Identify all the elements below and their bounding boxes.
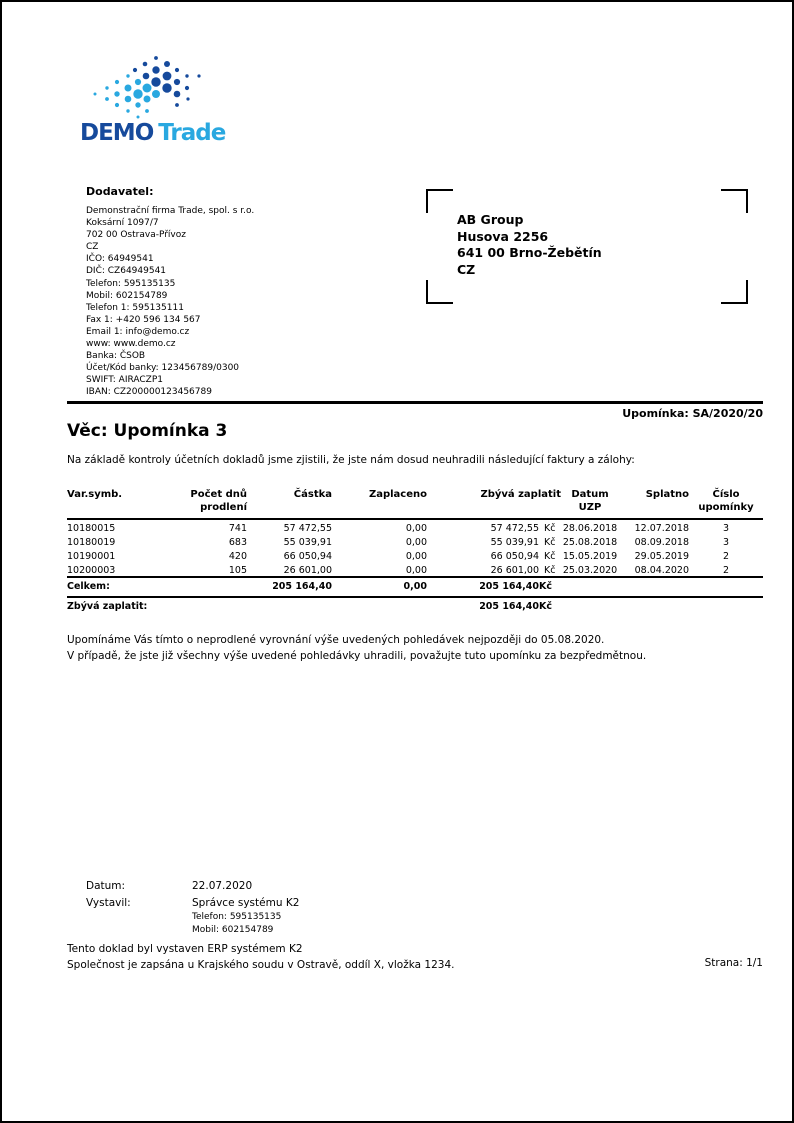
- corner-mark-bottom-left: [426, 280, 453, 304]
- document-subject: Věc: Upomínka 3: [67, 421, 228, 441]
- cell-paid: 0,00: [405, 551, 427, 562]
- cell-var-symb: 10200003: [67, 565, 116, 576]
- cell-currency: Kč: [544, 523, 556, 534]
- cell-currency: Kč: [544, 551, 556, 562]
- col-reminder-number: Číslo upomínky: [689, 488, 763, 519]
- notice-line-1: Upomínáme Vás tímto o neprodlené vyrovnání výše uvedených pohledávek nejpozději do 05.08.2020.: [67, 634, 605, 646]
- cell-days: 683: [228, 537, 247, 548]
- total-currency: Kč: [539, 577, 561, 597]
- logo-brand-secondary: Trade: [158, 120, 226, 146]
- corner-mark-top-right: [721, 189, 748, 213]
- remaining-currency: Kč: [539, 597, 561, 614]
- issuer-value: Správce systému K2: [192, 897, 300, 909]
- supplier-city: 702 00 Ostrava-Přívoz: [86, 230, 186, 241]
- col-remaining: Zbývá zaplatit: [427, 488, 561, 519]
- header-divider: [67, 401, 763, 404]
- reminders-table: [67, 488, 763, 614]
- cell-remaining: 55 039,91: [490, 537, 539, 548]
- notice-line-2: V případě, že jste již všechny výše uvedené pohledávky uhradili, považujte tuto upomínku za bezpředmětnou.: [67, 649, 647, 662]
- recipient-city: 641 00 Brno-Žebětín: [457, 245, 602, 260]
- cell-date-uzp: 25.03.2020: [562, 565, 618, 576]
- supplier-heading: Dodavatel:: [86, 185, 154, 198]
- cell-remaining: 57 472,55: [490, 523, 539, 534]
- cell-reminder-no: 3: [722, 537, 730, 548]
- cell-var-symb: 10180019: [67, 537, 116, 548]
- logo-dots-icon: [87, 52, 212, 124]
- table-row: [67, 548, 763, 562]
- recipient-block: [457, 212, 602, 278]
- cell-remaining: 66 050,94: [490, 551, 539, 562]
- cell-amount: 26 601,00: [283, 565, 332, 576]
- company-logo: [80, 120, 225, 146]
- col-days-overdue: Počet dnů prodlení: [167, 488, 247, 519]
- supplier-email: Email 1: info@demo.cz: [86, 326, 190, 337]
- supplier-phone-1: Telefon 1: 595135111: [86, 302, 184, 313]
- total-label: Celkem:: [67, 577, 247, 597]
- cell-due: 08.09.2018: [634, 537, 690, 548]
- cell-amount: 55 039,91: [283, 537, 332, 548]
- document-reference: Upomínka: SA/2020/20: [622, 407, 763, 420]
- issuer-phone: Telefon: 595135135: [192, 912, 282, 922]
- supplier-bank: Banka: ČSOB: [86, 351, 146, 362]
- supplier-country: CZ: [86, 242, 99, 253]
- issuer-mobile: Mobil: 602154789: [192, 924, 274, 935]
- supplier-iban: IBAN: CZ200000123456789: [86, 387, 212, 398]
- col-paid: Zaplaceno: [332, 488, 427, 519]
- table-row: [67, 562, 763, 577]
- total-row: [67, 577, 763, 597]
- table-row: [67, 534, 763, 548]
- supplier-company-name: Demonstrační firma Trade, spol. s r.o.: [86, 206, 255, 216]
- cell-var-symb: 10190001: [67, 551, 116, 562]
- col-var-symb: Var.symb.: [67, 488, 167, 519]
- total-amount: 205 164,40: [247, 577, 332, 597]
- table-row: [67, 519, 763, 534]
- cell-due: 08.04.2020: [634, 565, 690, 576]
- logo-brand-primary: DEMO: [80, 120, 154, 146]
- col-amount: Částka: [247, 488, 332, 519]
- cell-remaining: 26 601,00: [490, 565, 539, 576]
- supplier-account: Účet/Kód banky: 123456789/0300: [86, 363, 240, 374]
- supplier-dic: DIČ: CZ64949541: [86, 266, 167, 277]
- cell-currency: Kč: [544, 565, 556, 576]
- total-paid: 0,00: [332, 577, 427, 597]
- notice-paragraph: [67, 633, 777, 664]
- recipient-street: Husova 2256: [457, 228, 549, 244]
- cell-due: 29.05.2019: [634, 551, 690, 562]
- supplier-street: Koksární 1097/7: [86, 218, 159, 229]
- remaining-value: 205 164,40: [427, 597, 539, 614]
- supplier-www: www: www.demo.cz: [86, 339, 176, 350]
- recipient-name: AB Group: [457, 212, 524, 227]
- total-remaining: 205 164,40: [427, 577, 539, 597]
- supplier-fax: Fax 1: +420 596 134 567: [86, 314, 201, 325]
- issue-date-value: 22.07.2020: [192, 880, 253, 892]
- issue-date-row: [86, 880, 299, 892]
- cell-date-uzp: 15.05.2019: [562, 551, 618, 562]
- table-header-row: [67, 488, 763, 519]
- cell-reminder-no: 3: [722, 523, 730, 534]
- cell-var-symb: 10180015: [67, 523, 116, 534]
- document-intro: Na základě kontroly účetních dokladů jsme zjistili, že jste nám dosud neuhradili následující faktury a zálohy:: [67, 454, 635, 466]
- recipient-country: CZ: [457, 261, 476, 277]
- corner-mark-top-left: [426, 189, 453, 213]
- cell-paid: 0,00: [405, 523, 427, 534]
- cell-currency: Kč: [544, 537, 556, 548]
- supplier-block: [86, 185, 254, 399]
- footer-line-2: Společnost je zapsána u Krajského soudu v Ostravě, oddíl X, vložka 1234.: [67, 958, 455, 971]
- cell-days: 105: [228, 565, 247, 576]
- issue-date-label: Datum:: [86, 880, 126, 892]
- cell-amount: 57 472,55: [283, 523, 332, 534]
- remaining-to-pay-row: [67, 597, 763, 614]
- issuer-label: Vystavil:: [86, 897, 131, 909]
- footer-line-1: Tento doklad byl vystaven ERP systémem K2: [67, 943, 303, 955]
- supplier-mobile: Mobil: 602154789: [86, 290, 168, 301]
- col-date-uzp: Datum UZP: [561, 488, 619, 519]
- cell-date-uzp: 28.06.2018: [562, 523, 618, 534]
- issuer-row: [86, 897, 299, 909]
- cell-paid: 0,00: [405, 565, 427, 576]
- col-due-date: Splatno: [619, 488, 689, 519]
- cell-days: 741: [228, 523, 247, 534]
- supplier-phone: Telefon: 595135135: [86, 278, 176, 289]
- page-number: Strana: 1/1: [704, 957, 763, 969]
- cell-days: 420: [228, 551, 247, 562]
- cell-due: 12.07.2018: [634, 523, 690, 534]
- cell-reminder-no: 2: [722, 565, 730, 576]
- cell-reminder-no: 2: [722, 551, 730, 562]
- cell-amount: 66 050,94: [283, 551, 332, 562]
- cell-date-uzp: 25.08.2018: [562, 537, 618, 548]
- cell-paid: 0,00: [405, 537, 427, 548]
- supplier-ico: IČO: 64949541: [86, 254, 154, 265]
- supplier-swift: SWIFT: AIRACZP1: [86, 375, 163, 386]
- remaining-label: Zbývá zaplatit:: [67, 597, 427, 614]
- issue-block: [86, 880, 299, 936]
- corner-mark-bottom-right: [721, 280, 748, 304]
